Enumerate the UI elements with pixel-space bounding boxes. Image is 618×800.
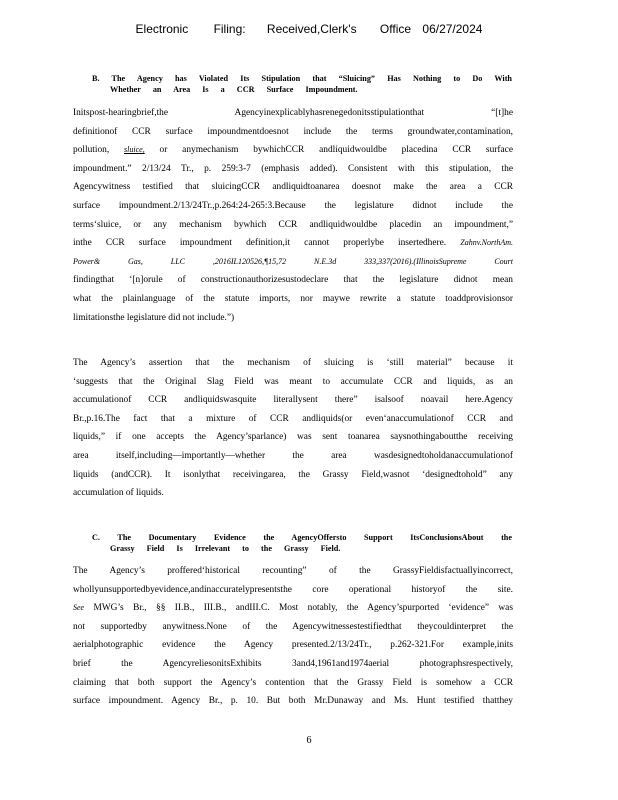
text-line: Agencywitness testified that sluicingCCR andliquidtoanarea doesnot make the area a CCR: [73, 182, 513, 193]
text-line: inthe CCR surface impoundment definition,it cannot properlybe insertedhere. Zahnv.NorthAm.: [73, 238, 513, 249]
text-line: accumulation of liquids.: [73, 488, 164, 499]
section-b-heading-line1: B. The Agency has Violated Its Stipulation that “Sluicing” Has Nothing to Do With: [92, 74, 512, 83]
section-c-heading: [92, 532, 512, 554]
text-line: limitationsthe legislature did not include.”): [73, 312, 235, 323]
text-line: Initspost-hearingbrief,the Agencyinexplicablyhasrenegedonitsstipulationthat “[t]he: [73, 108, 513, 118]
text-line: aerialphotographic evidence the Agency presented.2/13/24Tr., p.262-321.For example,inits: [73, 640, 513, 651]
text-line: The Agency’s proffered‘historical recounting” of the GrassyFieldisfactuallyincorrect,: [73, 566, 513, 576]
text-line: pollution, sluice, or anymechanism bywhichCCR andliquidwouldbe placedina CCR surface: [73, 145, 513, 156]
section-b-paragraph-1: [73, 104, 513, 327]
text-line: ‘suggests that the Original Slag Field was meant to accumulate CCR and liquids, as an: [73, 376, 513, 387]
text-line: area itself,including—importantly—whether the area wasdesignedtoholdanaccumulationof: [73, 450, 513, 461]
text-line: claiming that both support the Agency’s contention that the Grassy Field is somehow a CCR: [73, 677, 513, 688]
text-line: not supportedby anywitness.None of the Agencywitnessestestifiedthat theycouldinterpret the: [73, 621, 513, 632]
sluice-underlined: sluice,: [124, 145, 145, 155]
text-line: Power& Gas, LLC ,2016IL120526,¶15,72 N.E.3d 333,337(2016).(IllinoisSupreme Court: [73, 256, 513, 266]
text-line: impoundment.” 2/13/24 Tr., p. 259:3-7 (emphasis added). Consistent with this stipulation, the: [73, 163, 513, 174]
filing-header: [0, 22, 618, 36]
text-line: whollyunsupportedbyevidence,andinaccuratelypresentsthe core operational historyof the site.: [73, 584, 513, 595]
text-line: brief the AgencyreliesonitsExhibits 3and4,1961and1974aerial photographsrespectively,: [73, 658, 513, 669]
text-line: Br.,p.16.The fact that a mixture of CCR andliquids(or even‘anaccumulationof CCR and: [73, 413, 513, 424]
header-electronic: Electronic: [135, 22, 189, 36]
text-line: surface impoundment. Agency Br., p. 10. But both Mr.Dunaway and Ms. Hunt testified thatthey: [73, 696, 513, 707]
text-line: liquids (andCCR). It isonlythat receivingarea, the Grassy Field,wasnot ‘designedtohold” any: [73, 469, 513, 480]
text-line: liquids,” if one accepts the Agency’sparlance) was sent toanarea saysnothingaboutthe receiving: [73, 432, 513, 443]
header-received: Received,Clerk's: [266, 22, 357, 36]
text-line: See MWG’s Br., §§ II.B., III.B., andIII.C. Most notably, the Agency’spurported ‘evidence” was: [73, 603, 513, 614]
section-c-heading-line1: C. The Documentary Evidence the AgencyOffersto Support ItsConclusionsAbout the: [92, 533, 512, 542]
section-b-heading: [92, 73, 512, 95]
header-office: Office: [379, 22, 412, 36]
text-line: definitionof CCR surface impoundmentdoesnot include the terms groundwater,contamination,: [73, 126, 513, 137]
text-line: surface impoundment.2/13/24Tr.,p.264:24-265:3.Because the legislature didnot include the: [73, 200, 513, 211]
text-line: what the plainlanguage of the statute imports, nor maywe rewrite a statute toaddprovisionsor: [73, 293, 513, 304]
section-b-paragraph-2: [73, 354, 513, 503]
text-line: findingthat ‘[n]orule of constructionauthorizesustodeclare that the legislature didnot mean: [73, 275, 513, 286]
section-c-paragraph-1: [73, 562, 513, 711]
section-b-heading-line2: Whether an Area Is a CCR Surface Impoundment.: [110, 85, 358, 94]
header-filing: Filing:: [213, 22, 246, 36]
see-signal: See: [73, 603, 85, 613]
text-line: accumulationof CCR andliquidswasquite literallysent there” isalsoof noavail here.Agency: [73, 395, 513, 406]
page-number: 6: [306, 735, 312, 746]
text-line: The Agency’s assertion that the mechanism of sluicing is ‘still material” because it: [73, 358, 513, 368]
section-c-heading-line2: Grassy Field Is Irrelevant to the Grassy Field.: [110, 544, 341, 553]
header-date: 06/27/2024: [422, 22, 483, 36]
text-line: terms‘sluice, or any mechanism bywhich CCR andliquidwouldbe placedin an impoundment,”: [73, 219, 513, 230]
case-citation-zahn: Zahnv.NorthAm.: [460, 238, 513, 248]
